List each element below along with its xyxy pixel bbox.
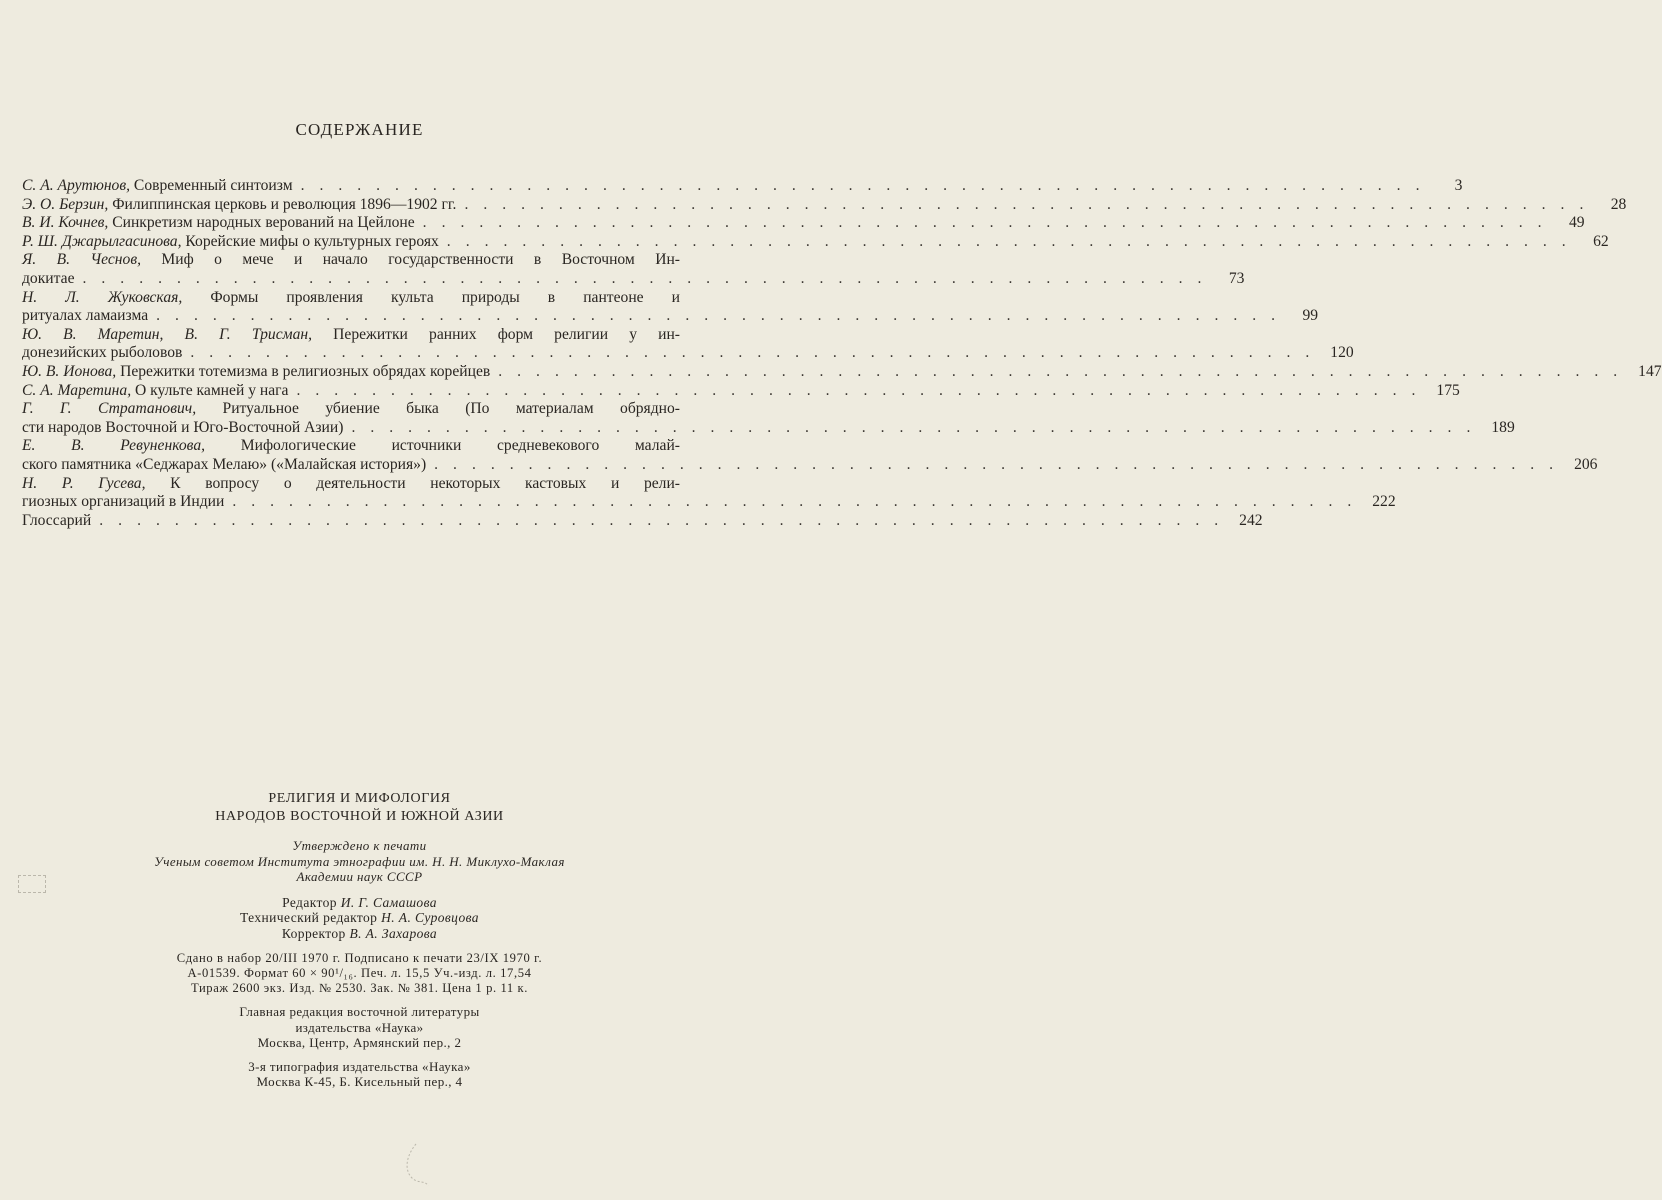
toc-entry-last-line: [22, 511, 1263, 531]
toc-entry-last-line: [22, 381, 1460, 401]
toc-entry-line: [22, 289, 680, 308]
toc-entry-line: [22, 475, 680, 494]
toc-author: В. И. Кочнев,: [22, 214, 109, 232]
toc-page-number: 206: [1574, 455, 1598, 473]
toc-entry-last-line: [22, 177, 1463, 196]
toc-page-number: 147: [1638, 362, 1662, 380]
toc-entry: [22, 177, 1463, 196]
editor-name: И. Г. Самашова: [340, 894, 437, 910]
toc-entry-text: [22, 307, 148, 326]
toc-author: С. А. Маретина,: [22, 381, 132, 399]
toc-entry-text: [22, 270, 75, 289]
publisher-line: Главная редакция восточной литературы: [239, 1004, 480, 1019]
toc-page-number: 73: [1228, 269, 1245, 287]
toc-text: Пережитки ранних форм религии у ин-: [312, 325, 680, 343]
toc-text: ского памятника «Седжарах Мелаю» («Малайская история»): [22, 455, 427, 473]
toc-page-number: 28: [1610, 195, 1627, 213]
toc-entry-last-line: [22, 214, 1585, 233]
toc-entry-last-line: [22, 418, 1515, 438]
toc-entry: [22, 362, 1662, 382]
imprint: [0, 790, 719, 1090]
toc-text: ритуалах ламаизма: [22, 307, 149, 325]
toc-entry-text: [22, 493, 224, 512]
toc-page-number: 189: [1491, 418, 1515, 436]
toc-text: гиозных организаций в Индии: [22, 493, 225, 511]
toc-text: Миф о мече и начало государственности в Восточном Ин-: [141, 251, 680, 269]
book-title: [0, 790, 719, 826]
toc-entry-text: [22, 196, 456, 215]
toc-text: Современный синтоизм: [130, 177, 293, 194]
leader-dots: ............................................................: [232, 493, 1367, 511]
toc-author: Н. Р. Гусева,: [22, 474, 146, 492]
toc-author: С. А. Арутюнов,: [22, 177, 131, 194]
book-title-line: РЕЛИГИЯ И МИФОЛОГИЯ: [268, 791, 451, 806]
toc-text: О культе камней у нага: [131, 381, 289, 399]
toc-entry-line: [22, 437, 680, 456]
toc-page-number: 222: [1372, 493, 1396, 511]
toc-entry-text: [22, 214, 415, 233]
toc-entry: [22, 381, 1460, 401]
leader-dots: ............................................................: [446, 232, 1581, 250]
leader-dots: ............................................................: [434, 455, 1569, 473]
toc-entry-text: [22, 382, 288, 401]
toc-text: докитае: [22, 269, 75, 287]
toc-entry-text: [22, 419, 343, 438]
leader-dots: ............................................................: [422, 214, 1557, 232]
printer-line: Москва К-45, Б. Кисельный пер., 4: [256, 1074, 463, 1089]
spec-line: Тираж 2600 экз. Изд. № 2530. Зак. № 381. Цена 1 р. 11 к.: [190, 981, 529, 995]
toc-entry-text: [22, 344, 182, 363]
toc-text: К вопросу о деятельности некоторых кастовых и рели-: [145, 474, 680, 492]
toc-entry-line: [22, 400, 680, 419]
toc-author: Н. Л. Жуковская,: [22, 288, 183, 306]
toc-entry: [22, 195, 1627, 215]
toc-page-number: 242: [1239, 511, 1263, 529]
toc-text: Ритуальное убиение быка (По материалам обрядно-: [196, 400, 680, 418]
toc-entry: [22, 325, 1354, 363]
tech-editor-name: Н. А. Суровцова: [381, 910, 479, 925]
toc-author: Ю. В. Маретин, В. Г. Трисман,: [22, 325, 313, 343]
toc-entry: [22, 437, 1598, 474]
toc-entry-last-line: [22, 455, 1598, 475]
print-specifications: [0, 951, 719, 996]
publisher-info: [0, 1004, 719, 1051]
editorial-staff: [0, 895, 719, 942]
toc-page-number: 99: [1302, 307, 1319, 325]
corrector-line: [0, 926, 719, 942]
spec-line: А-01539. Формат 60 × 90¹/₁₆. Печ. л. 15,5 Уч.-изд. л. 17,54: [187, 966, 532, 980]
toc-entry-text: [22, 177, 293, 196]
toc-text: Формы проявления культа природы в пантеоне и: [182, 288, 680, 306]
toc-text: донезийских рыболовов: [22, 344, 183, 362]
leader-dots: ............................................................: [82, 269, 1217, 287]
toc-entry-last-line: [22, 195, 1627, 215]
leader-dots: ............................................................: [190, 344, 1325, 362]
toc-entry-last-line: [22, 362, 1662, 382]
spec-line: Сдано в набор 20/III 1970 г. Подписано к печати 23/IX 1970 г.: [176, 951, 543, 965]
corrector-name: В. А. Захарова: [349, 925, 438, 941]
table-of-contents: [22, 177, 1662, 530]
editor-role: Редактор: [282, 894, 337, 910]
toc-text: Глоссарий: [22, 511, 92, 529]
pencil-mark: [398, 1140, 438, 1190]
toc-entry-last-line: [22, 269, 1245, 289]
toc-text: Мифологические источники средневекового малай-: [205, 437, 680, 455]
toc-entry-line: [22, 251, 680, 270]
toc-text: сти народов Восточной и Юго-Восточной Азии): [22, 418, 344, 436]
toc-entry-last-line: [22, 307, 1319, 326]
toc-entry-last-line: [22, 232, 1609, 252]
toc-page-number: 3: [1454, 177, 1463, 194]
editor-line: [0, 895, 719, 911]
tech-editor-role: Технический редактор: [240, 910, 378, 925]
toc-entry-text: [22, 233, 439, 252]
tech-editor-line: [0, 910, 719, 926]
toc-page-number: 120: [1330, 344, 1354, 362]
toc-page-number: 175: [1436, 381, 1460, 399]
leader-dots: ............................................................: [300, 177, 1435, 194]
approval-line: Ученым советом Института этнографии им. Н. Н. Миклухо-Маклая: [154, 853, 565, 869]
approval-line: Утверждено к печати: [292, 838, 427, 853]
leader-dots: ............................................................: [464, 195, 1599, 213]
toc-author: Г. Г. Стратанович,: [22, 400, 197, 418]
toc-text: Филиппинская церковь и революция 1896—1902 гг.: [108, 195, 457, 213]
toc-text: Пережитки тотемизма в религиозных обрядах корейцев: [116, 362, 491, 380]
toc-author: Р. Ш. Джарылгасинова,: [22, 232, 182, 250]
toc-entry-last-line: [22, 493, 1396, 512]
toc-entry: [22, 511, 1263, 531]
toc-entry-last-line: [22, 344, 1354, 363]
approval-note: [0, 838, 719, 885]
toc-entry-line: [22, 326, 680, 345]
leader-dots: ............................................................: [99, 511, 1234, 529]
stamp-mark: [18, 875, 46, 893]
toc-page-number: 49: [1568, 214, 1585, 232]
toc-entry: [22, 251, 1245, 288]
toc-entry-text: [22, 456, 426, 475]
toc-entry: [22, 400, 1515, 437]
printer-line: 3-я типография издательства «Наука»: [248, 1058, 471, 1074]
toc-entry: [22, 214, 1585, 233]
toc-author: Ю. В. Ионова,: [22, 362, 117, 380]
leader-dots: ............................................................: [296, 381, 1431, 399]
approval-line: Академии наук СССР: [296, 869, 423, 884]
leader-dots: ............................................................: [156, 307, 1291, 325]
toc-entry-text: [22, 512, 91, 531]
toc-entry: [22, 232, 1609, 252]
book-title-line: НАРОДОВ ВОСТОЧНОЙ И ЮЖНОЙ АЗИИ: [215, 809, 504, 824]
toc-title: СОДЕРЖАНИЕ: [295, 120, 424, 139]
leader-dots: ............................................................: [498, 362, 1633, 380]
corrector-role: Корректор: [281, 925, 346, 941]
toc-author: Е. В. Ревуненкова,: [22, 437, 206, 455]
toc-text: Корейские мифы о культурных героях: [181, 232, 439, 250]
toc-entry: [22, 474, 1396, 512]
toc-text: Синкретизм народных верований на Цейлоне: [108, 214, 415, 232]
toc-page-number: 62: [1593, 232, 1609, 250]
printer-info: [0, 1059, 719, 1090]
toc-author: Э. О. Берзин,: [22, 195, 109, 213]
publisher-line: Москва, Центр, Армянский пер., 2: [257, 1035, 462, 1050]
toc-author: Я. В. Чеснов,: [22, 251, 141, 269]
publisher-line: издательства «Наука»: [295, 1019, 424, 1035]
toc-entry: [22, 288, 1319, 326]
toc-entry-text: [22, 363, 490, 382]
leader-dots: ............................................................: [351, 418, 1486, 436]
